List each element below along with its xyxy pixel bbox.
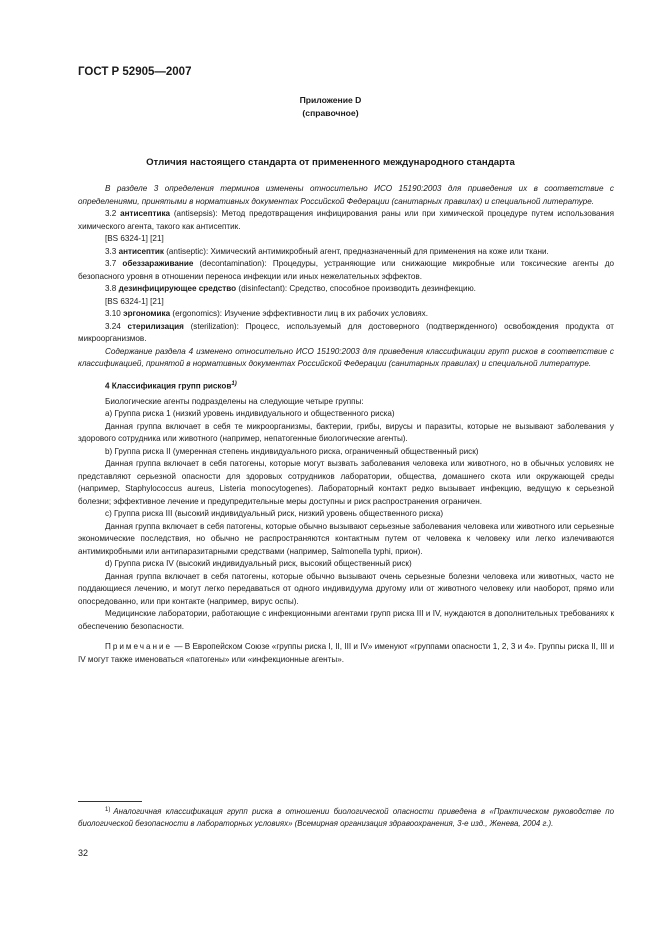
term-reference: [BS 6324-1] [21] <box>105 234 164 243</box>
term-number: 3.2 <box>105 209 117 218</box>
footnote-divider <box>78 801 142 802</box>
section-4-heading <box>78 378 614 393</box>
term-number: 3.7 <box>105 259 117 268</box>
page-number: 32 <box>78 848 89 858</box>
note-text: — В Европейском Союзе «группы риска I, II, III и IV» именуют «группами опасности 1, 2, 3 и 4». Группы риска II, III и IV могут также именоваться «патогены» или «инфекционные агенты». <box>78 642 614 664</box>
term-number: 3.10 <box>105 309 121 318</box>
document-body <box>78 183 614 666</box>
term-definition: (ergonomics): Изучение эффективности лиц в их рабочих условиях. <box>170 309 428 318</box>
term-number: 3.3 <box>105 246 117 256</box>
groups-intro: Биологические агенты подразделены на следующие четыре группы: <box>105 396 364 406</box>
term-3-24 <box>78 321 614 346</box>
term-3-3 <box>78 246 614 259</box>
group-c-body: Данная группа включает в себя патогены, которые обычно вызывают серьезные заболевания человека или животного или серьезные экономические последствия, но обычно не распространяются контактным путем от человека к человеку или легко излечиваются антимикробными или антипаразитарными средствами (например, Salmonella typhi, прион). <box>78 521 614 556</box>
term-3-10 <box>78 308 614 321</box>
term-3-7 <box>78 258 614 283</box>
group-d-body: Данная группа включает в себя патогены, которые обычно вызывают очень серьезные болезни человека или животных, часто не поддающиеся лечению, и могут легко передаваться от одного индивидуума другому или от животного человеку или наоборот, прямо или опосредованно, или при контакте (например, вирус оспы). <box>78 571 614 606</box>
term-number: 3.8 <box>105 284 117 293</box>
footnote-marker: 1) <box>105 807 111 813</box>
group-b-body: Данная группа включает в себя патогены, которые могут вызвать заболевания человека или животного, но в обычных условиях не представляют серьезной опасности для здоровых сотрудников лаборатории, общества, домашнего скота или окружающей среды (например, Staphylococcus aureus, Listeria monocytogenes). Лабораторный контакт редко вызывает инфекцию, ведущую к серьезной болезни; эффективное лечение и предупредительные меры доступны и риск распространения ограничен. <box>78 459 614 506</box>
footnote-ref: 1) <box>231 380 237 387</box>
term-name: эргономика <box>123 309 171 318</box>
note <box>78 641 614 666</box>
group-a-heading: a) Группа риска 1 (низкий уровень индивидуального и общественного риска) <box>105 409 395 419</box>
term-name: антисептика <box>120 209 171 218</box>
term-definition: (disinfectant): Средство, способное производить дезинфекцию. <box>236 284 476 293</box>
group-d-heading: d) Группа риска IV (высокий индивидуальный риск, высокий общественный риск) <box>105 559 412 569</box>
term-number: 3.24 <box>105 321 121 331</box>
appendix-label: Приложение D <box>299 95 362 105</box>
document-id: ГОСТ Р 52905—2007 <box>78 66 192 78</box>
footnote-text: Аналогичная классификация групп риска в отношении биологической опасности приведена в «Практическом руководстве по биологической безопасности в лабораторных условиях» (Всемирная организация здравоохранения, 3-е изд., Женева, 2004 г.). <box>78 807 614 828</box>
intro-paragraph-terms: В разделе 3 определения терминов изменены относительно ИСО 15190:2003 для приведения их в соответствие с определениями, принятыми в нормативных документах Российской Федерации (санитарных правилах) и специальной литературе. <box>78 184 614 206</box>
term-definition: (antisepsis): Метод предотвращения инфицирования раны или при химической процедуре путем использования химического агента, такого как антисептик. <box>78 209 614 231</box>
group-b-heading: b) Группа риска II (умеренная степень индивидуального риска, ограниченный общественный риск) <box>105 446 479 456</box>
appendix-note: (справочное) <box>302 108 359 118</box>
term-definition: (sterilization): Процесс, используемый для достоверного (подтвержденного) освобождения продукта от микроорганизмов. <box>78 321 614 343</box>
term-name: стерилизация <box>127 321 184 331</box>
labs-paragraph: Медицинские лаборатории, работающие с инфекционными агентами групп риска III и IV, нуждаются в дополнительных требованиях к обеспечению безопасности. <box>78 609 614 631</box>
group-a-body: Данная группа включает в себя те микроорганизмы, бактерии, грибы, вирусы и паразиты, которые не вызывают заболевания у здорового сотрудника или животного (например, непатогенные биологические агенты). <box>78 421 614 444</box>
note-label: Примечание <box>105 642 173 652</box>
term-definition: (decontamination): Процедуры, устраняющие или снижающие микробные или токсические агенты до безопасного уровня в отношении переноса инфекции или иных нежелательных эффектов. <box>78 259 614 281</box>
group-c-heading: c) Группа риска III (высокий индивидуальный риск, низкий уровень общественного риска) <box>105 509 444 519</box>
term-3-8 <box>78 283 614 296</box>
term-name: обеззараживание <box>122 259 194 268</box>
term-name: дезинфицирующее средство <box>118 284 237 293</box>
term-name: антисептик <box>118 246 164 256</box>
footnote <box>78 805 614 829</box>
term-reference: [BS 6324-1] [21] <box>105 296 164 306</box>
intro-paragraph-section4: Содержание раздела 4 изменено относительно ИСО 15190:2003 для приведения классификации групп рисков в соответствие с классификацией, принятой в нормативных документах Российской Федерации (санитарных правилах) и специальной литературе. <box>78 346 614 368</box>
term-3-2 <box>78 208 614 233</box>
section-heading-text: 4 Классификация групп рисков <box>105 381 232 391</box>
appendix-title: Отличия настоящего стандарта от примененного международного стандарта <box>146 157 515 168</box>
term-definition: (antiseptic): Химический антимикробный агент, предназначенный для применения на коже или ткани. <box>163 246 549 256</box>
